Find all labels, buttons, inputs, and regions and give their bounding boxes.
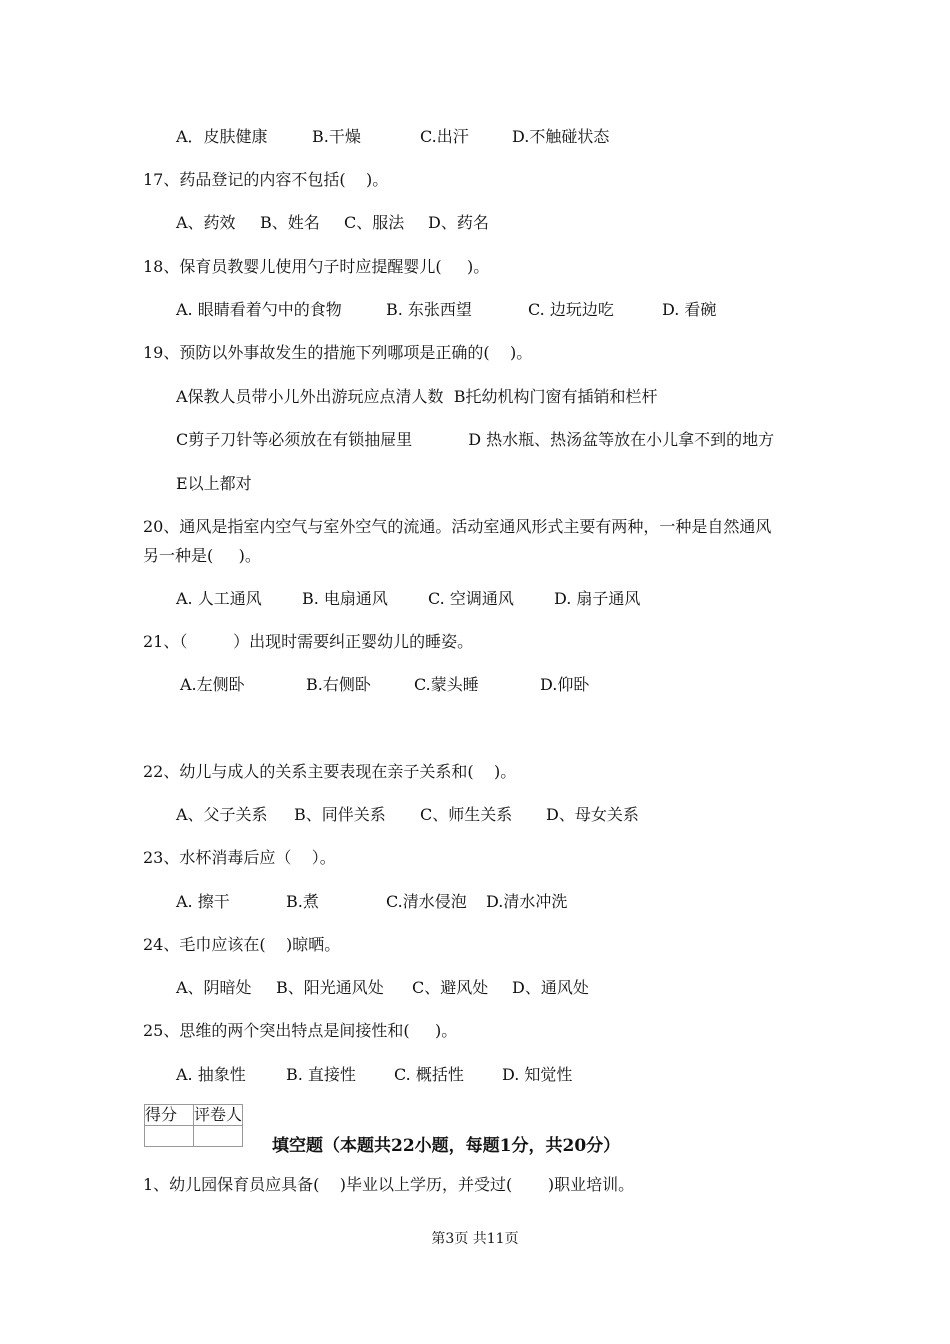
q25-option-a: A. 抽象性 [176,1065,246,1084]
q19-line-cd: C剪子刀针等必须放在有锁抽屉里 D 热水瓶、热汤盆等放在小儿拿不到的地方 [176,430,775,449]
q16-option-c: C.出汗 [420,127,469,146]
q25-option-c: C. 概括性 [394,1065,464,1084]
q23-option-d: D.清水冲洗 [486,892,568,911]
q24-option-b: B、阳光通风处 [276,978,384,997]
q18-option-c: C. 边玩边吃 [528,300,614,319]
q25-option-d: D. 知觉性 [502,1065,573,1084]
q20-question-line2: 另一种是( )。 [143,546,261,565]
q18-question: 18、保育员教婴儿使用勺子时应提醒婴儿( )。 [143,257,490,276]
q22-question: 22、幼儿与成人的关系主要表现在亲子关系和( )。 [143,762,517,781]
q20-question-line1: 20、通风是指室内空气与室外空气的流通。活动室通风形式主要有两种，一种是自然通风 [143,517,772,536]
q21-question: 21、（ ）出现时需要纠正婴幼儿的睡姿。 [143,632,474,651]
q19-line-e: E以上都对 [176,474,252,493]
q17-question: 17、药品登记的内容不包括( )。 [143,170,389,189]
q19-line-ab: A保教人员带小儿外出游玩应点清人数 B托幼机构门窗有插销和栏杆 [176,387,658,406]
q21-option-b: B.右侧卧 [306,675,371,694]
q17-option-a: A、药效 [176,213,236,232]
q25-option-b: B. 直接性 [286,1065,356,1084]
q21-option-c: C.蒙头睡 [414,675,479,694]
q23-option-b: B.煮 [286,892,319,911]
q24-option-c: C、避风处 [412,978,489,997]
score-cell [145,1126,194,1147]
q23-option-a: A. 擦干 [176,892,230,911]
q22-option-d: D、母女关系 [546,805,639,824]
q22-option-b: B、同伴关系 [294,805,386,824]
grader-header: 评卷人 [194,1105,243,1124]
fill1-question: 1、幼儿园保育员应具备( )毕业以上学历，并受过( )职业培训。 [143,1175,635,1194]
q20-option-a: A. 人工通风 [176,589,262,608]
q21-option-d: D.仰卧 [540,675,590,694]
q20-option-b: B. 电扇通风 [302,589,388,608]
q17-option-d: D、药名 [428,213,489,232]
q18-option-a: A. 眼睛看着勺中的食物 [176,300,342,319]
q23-option-c: C.清水侵泡 [386,892,467,911]
q17-option-b: B、姓名 [260,213,320,232]
page-footer: 第3页 共11页 [431,1231,519,1247]
q24-option-a: A、阴暗处 [176,978,252,997]
q16-option-a: A．皮肤健康 [176,127,268,146]
score-header: 得分 [145,1105,194,1126]
q18-option-d: D. 看碗 [662,300,717,319]
q20-option-d: D. 扇子通风 [554,589,641,608]
grader-cell [194,1126,243,1147]
q22-option-a: A、父子关系 [176,805,268,824]
q23-question: 23、水杯消毒后应（ ）。 [143,848,336,867]
q17-option-c: C、服法 [344,213,405,232]
q24-option-d: D、通风处 [512,978,589,997]
score-table [144,1104,243,1147]
q25-question: 25、思维的两个突出特点是间接性和( )。 [143,1021,458,1040]
q16-option-d: D.不触碰状态 [512,127,610,146]
q18-option-b: B. 东张西望 [386,300,472,319]
q21-option-a: A.左侧卧 [180,675,245,694]
q16-option-b: B.干燥 [312,127,361,146]
q24-question: 24、毛巾应该在( )晾晒。 [143,935,341,954]
q20-option-c: C. 空调通风 [428,589,514,608]
q22-option-c: C、师生关系 [420,805,513,824]
q19-question: 19、预防以外事故发生的措施下列哪项是正确的( )。 [143,343,533,362]
section-title: 填空题（本题共22小题，每题1分，共20分） [272,1136,621,1156]
